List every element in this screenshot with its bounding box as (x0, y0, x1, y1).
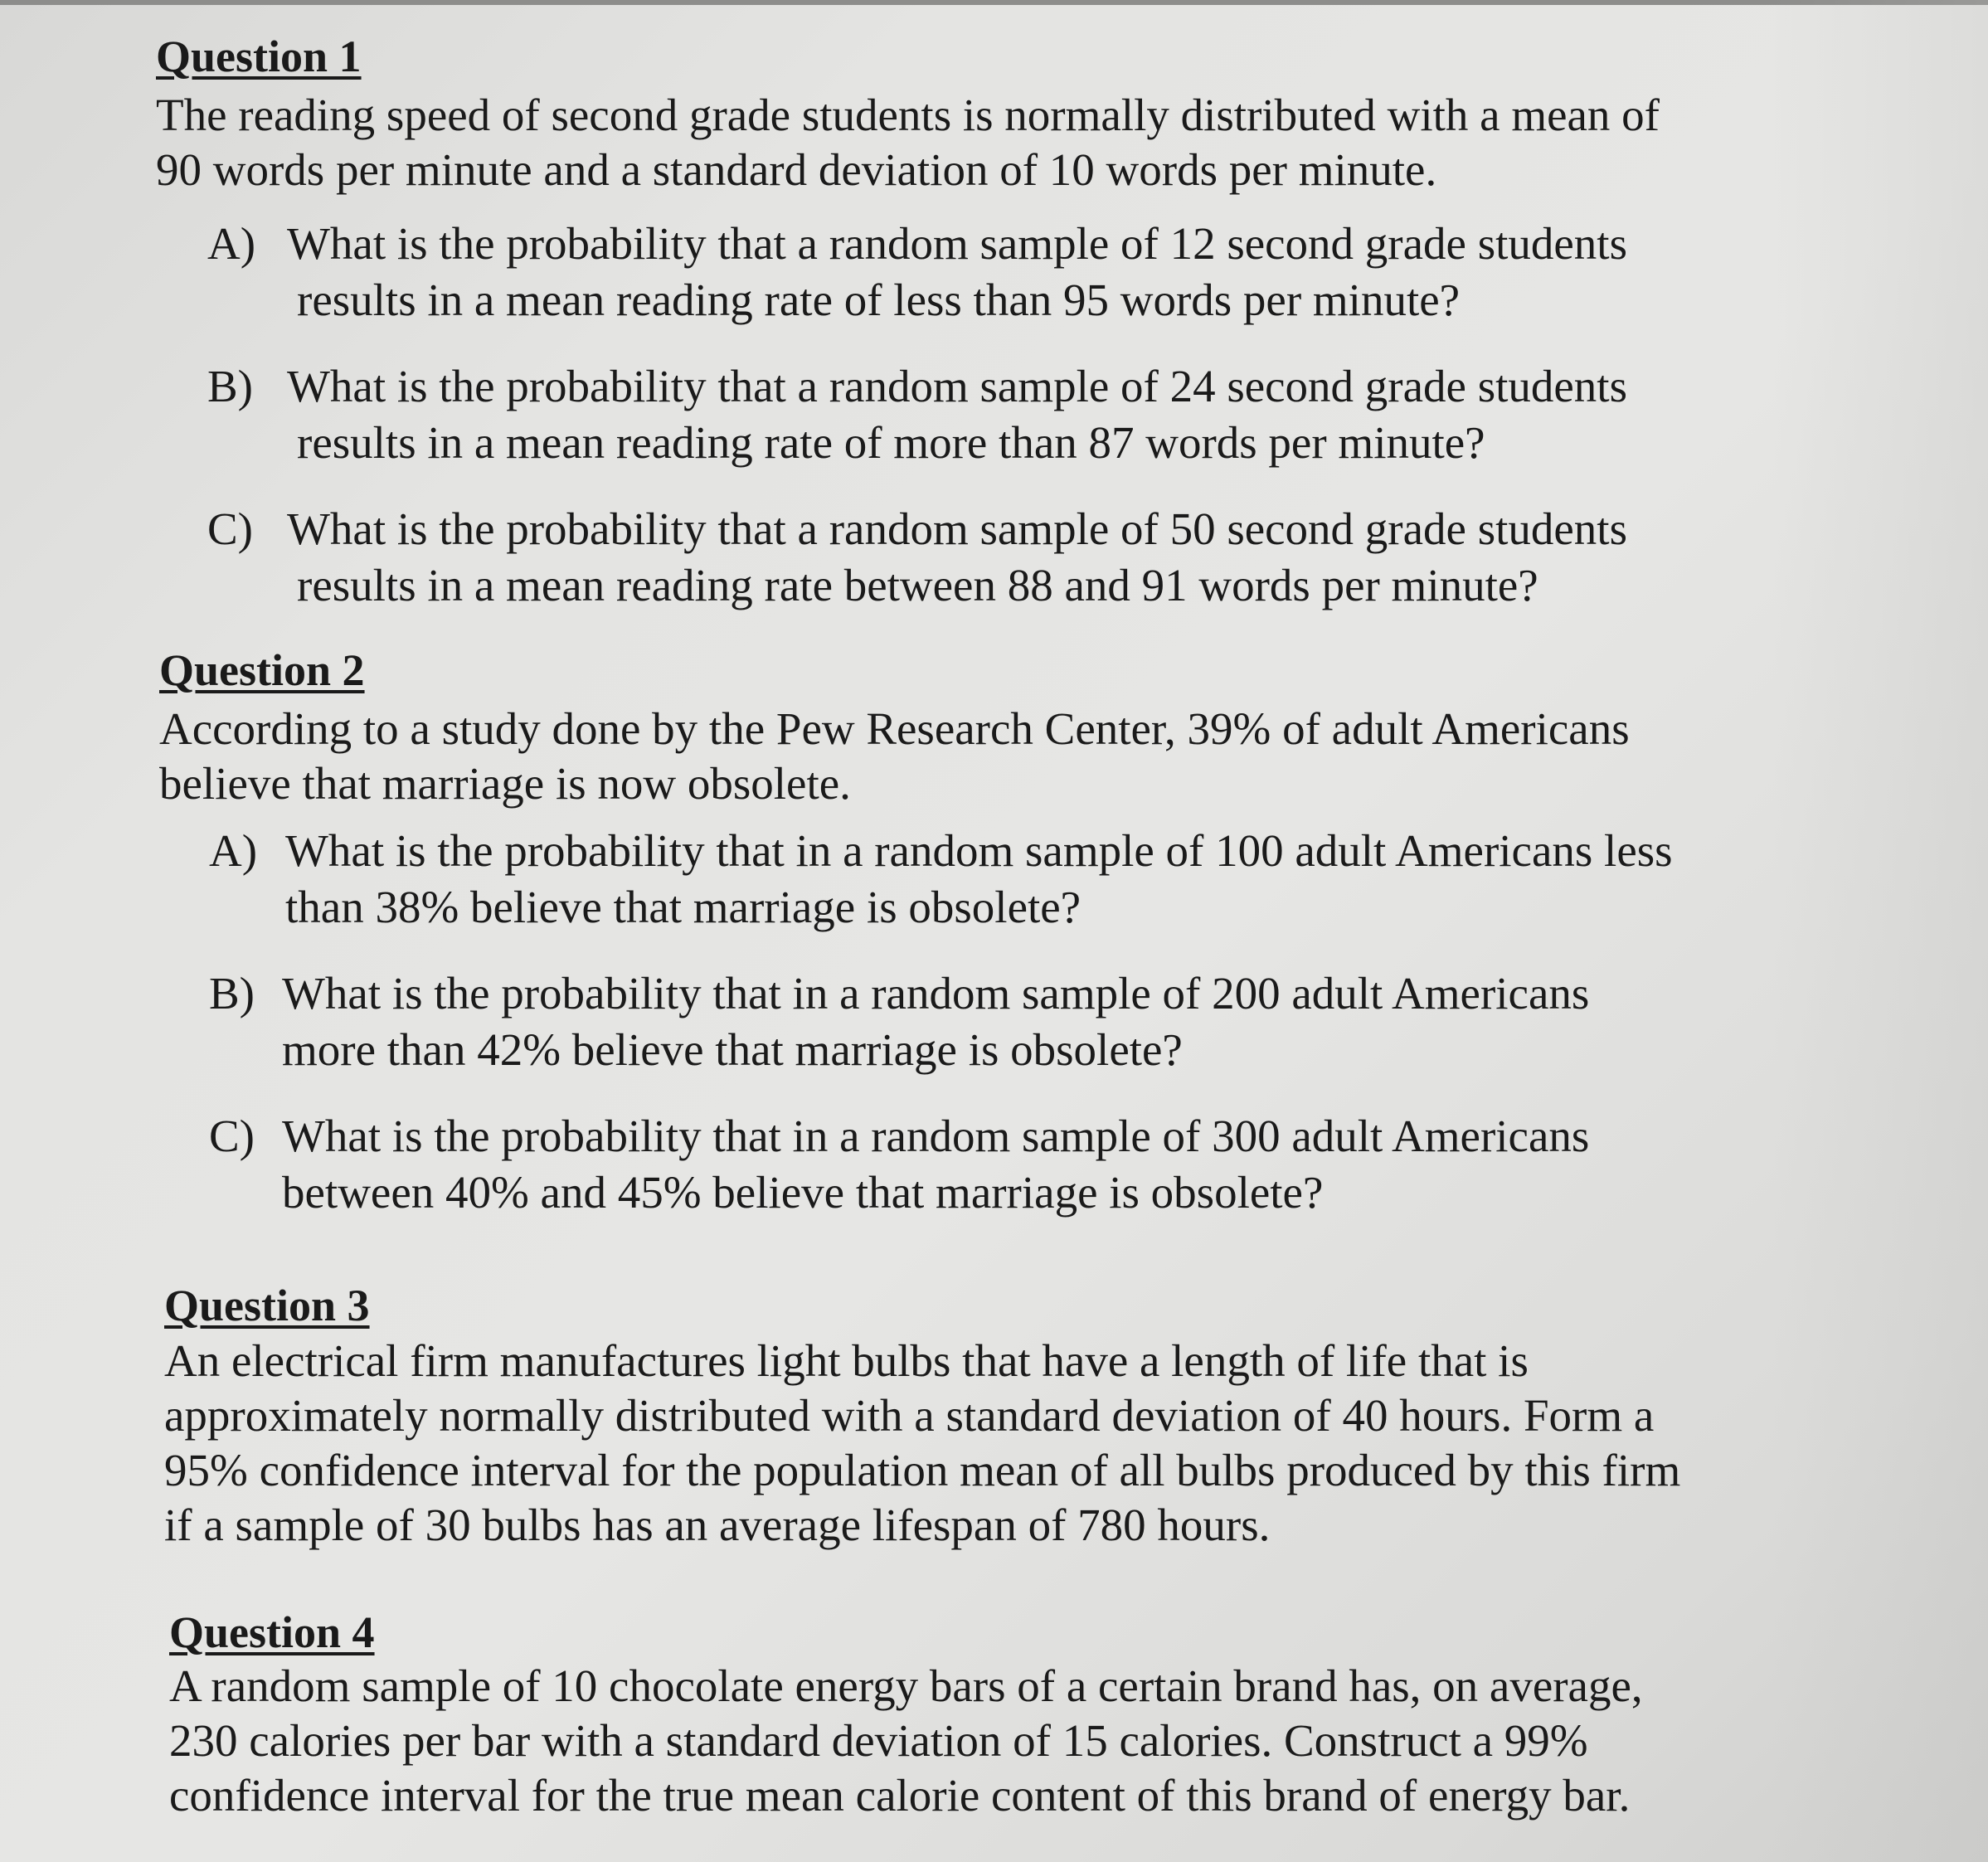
question-4 (169, 1606, 1828, 1823)
part-text-line-2: results in a mean reading rate of more than 87 words per minute? (297, 417, 1485, 468)
question-3-text-line-4: if a sample of 30 bulbs has an average lifespan of 780 hours. (164, 1500, 1271, 1550)
question-3 (164, 1279, 1823, 1553)
part-letter: B) (209, 968, 255, 1019)
question-4-text (169, 1659, 1828, 1823)
part-letter: C) (207, 503, 253, 554)
part-text-line-1: What is the probability that in a random sample of 100 adult Americans less (285, 825, 1673, 876)
question-4-text-line-1: A random sample of 10 chocolate energy bars of a certain brand has, on average, (169, 1660, 1643, 1711)
question-2-text (159, 702, 1818, 811)
question-2 (159, 644, 1818, 811)
question-1-text (156, 88, 1815, 197)
question-3-heading: Question 3 (164, 1281, 370, 1330)
question-1-text-line-1: The reading speed of second grade students is normally distributed with a mean of (156, 90, 1660, 140)
question-2-text-line-1: According to a study done by the Pew Research Center, 39% of adult Americans (159, 703, 1630, 754)
question-4-heading: Question 4 (169, 1607, 375, 1657)
question-4-text-line-3: confidence interval for the true mean calorie content of this brand of energy bar. (169, 1770, 1631, 1821)
question-3-text-line-3: 95% confidence interval for the population mean of all bulbs produced by this firm (164, 1445, 1681, 1495)
question-3-text-line-1: An electrical firm manufactures light bulbs that have a length of life that is (164, 1335, 1529, 1386)
question-1-heading: Question 1 (156, 32, 362, 81)
part-text-line-2: more than 42% believe that marriage is obsolete? (282, 1024, 1183, 1075)
question-1 (156, 30, 1815, 197)
part-text (282, 965, 1589, 1078)
part-text-line-1: What is the probability that a random sample of 24 second grade students (287, 361, 1627, 411)
part-text-line-1: What is the probability that a random sample of 50 second grade students (287, 503, 1627, 554)
part-text (282, 1108, 1589, 1221)
question-3-text (164, 1334, 1823, 1553)
part-letter: B) (207, 361, 253, 411)
worksheet-page (0, 5, 1988, 1862)
part-letter: C) (209, 1111, 255, 1161)
question-1-text-line-2: 90 words per minute and a standard deviation of 10 words per minute. (156, 144, 1437, 195)
part-text (287, 358, 1627, 471)
question-3-text-line-2: approximately normally distributed with a standard deviation of 40 hours. Form a (164, 1390, 1655, 1441)
part-text-line-1: What is the probability that in a random sample of 200 adult Americans (282, 968, 1590, 1019)
question-2-text-line-2: believe that marriage is now obsolete. (159, 758, 851, 809)
part-text-line-1: What is the probability that in a random sample of 300 adult Americans (282, 1111, 1590, 1161)
part-text-line-2: than 38% believe that marriage is obsolete? (285, 882, 1081, 932)
part-text-line-2: results in a mean reading rate of less than 95 words per minute? (297, 275, 1461, 325)
part-text (287, 501, 1627, 614)
part-text-line-1: What is the probability that a random sample of 12 second grade students (287, 218, 1627, 269)
part-text (285, 823, 1673, 936)
part-text (287, 216, 1627, 328)
question-4-text-line-2: 230 calories per bar with a standard deviation of 15 calories. Construct a 99% (169, 1715, 1588, 1766)
part-text-line-2: results in a mean reading rate between 88 and 91 words per minute? (297, 560, 1538, 610)
question-2-heading: Question 2 (159, 645, 365, 695)
part-text-line-2: between 40% and 45% believe that marriage is obsolete? (282, 1167, 1324, 1218)
part-letter: A) (209, 825, 258, 876)
part-letter: A) (207, 218, 256, 269)
